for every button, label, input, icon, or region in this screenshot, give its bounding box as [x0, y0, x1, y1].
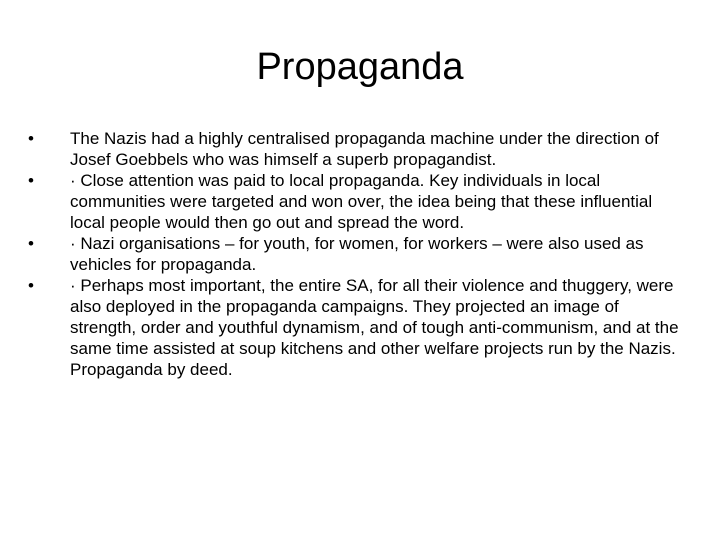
- bullet-marker: •: [28, 171, 34, 190]
- bullet-marker: •: [28, 234, 34, 253]
- list-item: [28, 128, 688, 170]
- bullet-marker: •: [28, 276, 34, 295]
- list-item: [28, 233, 688, 275]
- bullet-marker: •: [28, 129, 34, 148]
- bullet-text: · Close attention was paid to local propaganda. Key individuals in local communities were targeted and won over, the idea being that these influential local people would then go out and spread the word.: [70, 171, 653, 232]
- bullet-list: [28, 128, 688, 380]
- slide-title: Propaganda: [256, 46, 464, 88]
- list-item: [28, 275, 688, 380]
- bullet-text: · Perhaps most important, the entire SA, for all their violence and thuggery, were also deployed in the propaganda campaigns. They projected an image of strength, order and youthful dynamism, and of tough anti-communism, and at the same time assisted at soup kitchens and other welfare projects run by the Nazis. Propaganda by deed.: [70, 276, 679, 379]
- list-item: [28, 170, 688, 233]
- bullet-text: The Nazis had a highly centralised propaganda machine under the direction of Josef Goebbels who was himself a superb propagandist.: [70, 129, 659, 169]
- bullet-text: · Nazi organisations – for youth, for women, for workers – were also used as vehicles for propaganda.: [70, 234, 644, 274]
